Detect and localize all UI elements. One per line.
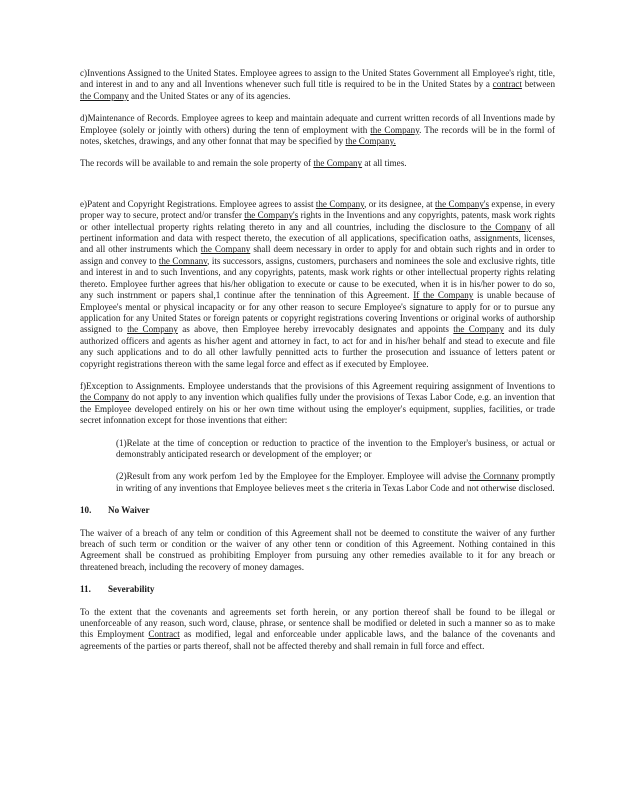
underlined-reference: contract xyxy=(492,79,522,90)
paragraph-c xyxy=(80,68,555,102)
underlined-reference: the Company xyxy=(453,324,505,335)
underlined-reference: the Companv xyxy=(80,392,129,403)
underlined-reference: the Company's xyxy=(435,198,490,209)
underlined-reference: the Company xyxy=(313,158,363,169)
paragraph-f-1 xyxy=(116,438,555,461)
underlined-reference: the Cornnanv xyxy=(469,471,519,482)
text-segment: expense, in every proper way to secure, protect and/or transfer xyxy=(80,198,555,221)
text-segment: of all pertinent information and data with respect thereto, the execution of all applications, specification oaths, assignments, licenses, and all other instruments which xyxy=(80,221,555,255)
text-segment: f)Exception to Assignments. Employee understands that the provisions of this Agreement requiring assignment of Inventions to xyxy=(80,380,555,391)
text-segment: between xyxy=(521,79,555,90)
heading-number: 11. xyxy=(80,584,91,595)
underlined-reference: the Company xyxy=(480,221,531,232)
text-segment: and the United States or any of its agencies. xyxy=(128,90,291,101)
paragraph-f-2 xyxy=(116,471,555,494)
text-segment: . The records will be in the forml of notes, sketches, drawings, and any other fonnat that may be specified by xyxy=(80,124,556,147)
underlined-reference: the Company's xyxy=(244,210,299,221)
text-segment: shall deem necessary in order to apply for and obtain such rights and in order to assign and convey to xyxy=(80,244,556,266)
paragraph-e xyxy=(80,199,555,370)
underlined-reference: the Company xyxy=(80,90,129,101)
underlined-reference: the Comnanv xyxy=(158,255,208,266)
text-segment: The waiver of a breach of any telm or condition of this Agreement shall not be deemed to constitute the waiver of any further breach of such term or condition or the waiver of any other tenn or condition of this Agreement. Nothing contained in this Agreement shall be construed as prohibiting Employer from pursuing any other remedies available to it for any breach or threatened breach, including the recovery of money damages. xyxy=(80,527,555,572)
spacer xyxy=(80,181,555,199)
paragraph-f xyxy=(80,381,555,427)
text-segment: promptly in writing of any inventions that Employee believes meet s the criteria in Texas Labor Code and not otherwise disclosed. xyxy=(116,471,555,493)
paragraph-no-waiver xyxy=(80,528,555,574)
heading-title: No Waiver xyxy=(108,505,150,516)
text-segment: (1)Relate at the time of conception or reduction to practice of the invention to the Employer's business, or actual or demonstrably anticipated research or development of the employer; or xyxy=(116,437,555,459)
text-segment: do not apply to any invention which qualifies fully under the provisions of Texas Labor Code, e.g. an invention that the Employee developed entirely on his or her own time without using the employer's equipment, supplies, facilities, or trade secret infonnation except for those inventions that either: xyxy=(80,392,556,426)
underlined-reference: Contract xyxy=(148,629,180,640)
text-segment: The records will be available to and remain the sole property of xyxy=(80,158,314,169)
text-segment: d)Maintenance of Records. Employee agrees to keep and maintain adequate and current written records of all Inventions made by Employee (solely or jointly with others) during the tenn of employment with xyxy=(80,113,555,135)
paragraph-d xyxy=(80,113,555,147)
text-segment: as above, then Employee hereby irrevocably designates and appoints xyxy=(177,324,454,335)
text-segment: c)Inventions Assigned to the United States. Employee agrees to assign to the United States Government all Employee's right, title, and interest in and to any and all Inventions whenever such full title is required to be in the United States by a xyxy=(80,68,555,90)
heading-title: Severability xyxy=(108,584,155,595)
text-segment: e)Patent and Copyright Registrations. Employee agrees to assist xyxy=(80,198,316,209)
heading-no-waiver xyxy=(80,505,555,516)
text-segment: , its successors, assigns, customers, purchasers and nominees the sole and exclusive rights, title and interest in and to such Inventions, and any copyrights, patents, mask work rights or other intellectual property rights relating thereto. Employee further agrees that his/her obligation to execute or cause to be executed, when it is in his/her power to do so, any such instrnment or papers shal,1 continue after the tennination of this Agreement. xyxy=(80,255,555,301)
heading-severability xyxy=(80,584,555,595)
underlined-reference: the Company xyxy=(200,244,251,255)
underlined-reference: If the Company xyxy=(413,290,474,301)
underlined-reference: the Company xyxy=(370,124,420,135)
paragraph-d-records xyxy=(80,158,555,169)
text-segment: rights in the Inventions and any copyrights, patents, mask work rights or other intellectual property rights relating thereto in any and all countries, including the disclosure to xyxy=(80,210,555,232)
text-segment: (2)Result from any work perfom 1ed by the Employee for the Employer. Employee will advise xyxy=(116,471,470,482)
text-segment: as modified, legal and enforceable under applicable laws, and the balance of the covenants and agreements of the parties or parts thereof, shall not be affected thereby and shall remain in full force and effect. xyxy=(80,629,556,651)
text-segment: and its duly authorized officers and agents as his/her agent and attorney in fact, to act for and in his/her behalf and stead to execute and file any such applications and to do all other lawfully pennitted acts to further the prosecution and issuance of letters patent or copyright registrations thereon with the same legal force and effect as if executed by Employee. xyxy=(80,324,555,369)
underlined-reference: the Company xyxy=(127,324,178,335)
underlined-reference: the Company. xyxy=(345,136,396,147)
heading-number: 10. xyxy=(80,505,92,516)
text-segment: To the extent that the covenants and agreements set forth herein, or any portion thereof shall be found to be illegal or unenforceable of any reason, such word, clause, phrase, or sentence shall be modified or deleted in such a manner so as to make this Employment xyxy=(80,606,555,640)
text-segment: at all times. xyxy=(362,158,407,169)
text-segment: , or its designee, at xyxy=(364,198,436,209)
text-segment: is unable because of Employee's mental or physical incapacity or for any other reason to secure Employee's signature to apply for or to pursue any application for any United States or foreign patents or copyright registrations covering Inventions or original works of authorship assigned to xyxy=(80,290,555,335)
paragraph-severability xyxy=(80,607,555,653)
underlined-reference: the Company xyxy=(315,198,365,209)
